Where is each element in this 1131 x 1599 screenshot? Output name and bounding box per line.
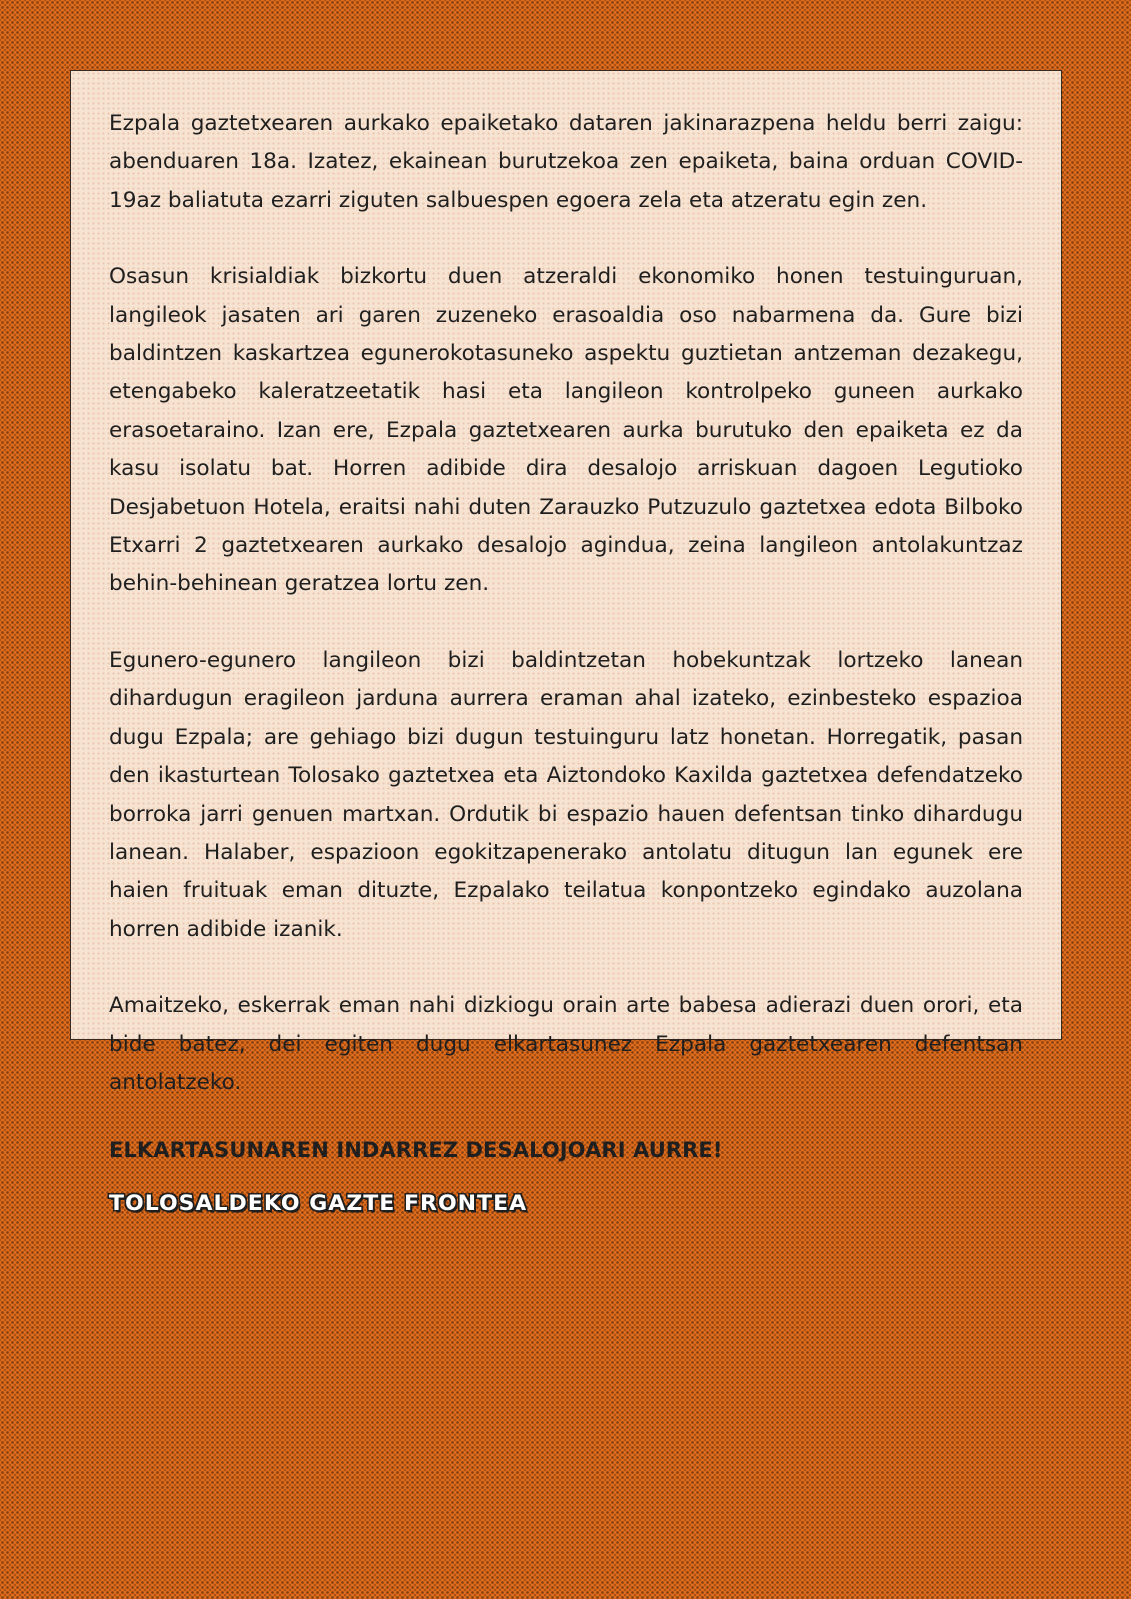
text-panel xyxy=(70,70,1062,1217)
paragraph-trial-date: Ezpala gaztetxearen aurkako epaiketako dataren jakinarazpena heldu berri zaigu: abenduaren 18a. Izatez, ekainean burutzekoa zen epaiketa, baina orduan COVID-19az baliatuta ezarri ziguten salbuespen egoera zela eta atzeratu egin zen. xyxy=(109,111,1023,213)
paragraph-closing: Amaitzeko, eskerrak eman nahi dizkiogu orain arte babesa adierazi duen orori, eta bide batez, dei egiten dugu elkartasunez Ezpala gaztetxearen defentsan antolatzeko. xyxy=(109,993,1023,1095)
signature-block xyxy=(109,1192,1023,1217)
slogan: ELKARTASUNAREN INDARREZ DESALOJOARI AURRE! xyxy=(109,1138,723,1163)
signature: TOLOSALDEKO GAZTE FRONTEA xyxy=(109,1192,528,1217)
paragraph-crisis-context: Osasun krisialdiak bizkortu duen atzeraldi ekonomiko honen testuinguruan, langileok jasaten ari garen zuzeneko erasoaldia oso nabarmena da. Gure bizi baldintzen kaskartzea egunerokotasuneko aspektu guztietan antzeman dezakegu, etengabeko kaleratzeetatik hasi eta langileon kontrolpeko guneen aurkako erasoetaraino. Izan ere, Ezpala gaztetxearen aurka burutuko den epaiketa ez da kasu isolatu bat. Horren adibide dira desalojo arriskuan dagoen Legutioko Desjabetuon Hotela, eraitsi nahi duten Zarauzko Putzuzulo gaztetxea edota Bilboko Etxarri 2 gaztetxearen aurkako desalojo agindua, zeina langileon antolakuntzaz behin-behinean geratzea lortu zen. xyxy=(109,264,1023,597)
paragraph-ezpala-space: Egunero-egunero langileon bizi baldintzetan hobekuntzak lortzeko lanean dihardugun eragileon jarduna aurrera eraman ahal izateko, ezinbesteko espazioa dugu Ezpala; are gehiago bizi dugun testuinguru latz honetan. Horregatik, pasan den ikasturtean Tolosako gaztetxea eta Aiztondoko Kaxilda gaztetxea defendatzeko borroka jarri genuen martxan. Ordutik bi espazio hauen defentsan tinko dihardugu lanean. Halaber, espazioon egokitzapenerako antolatu ditugun lan egunek ere haien fruituak eman dituzte, Ezpalako teilatua konpontzeko egindako auzolana horren adibide izanik. xyxy=(109,647,1023,942)
